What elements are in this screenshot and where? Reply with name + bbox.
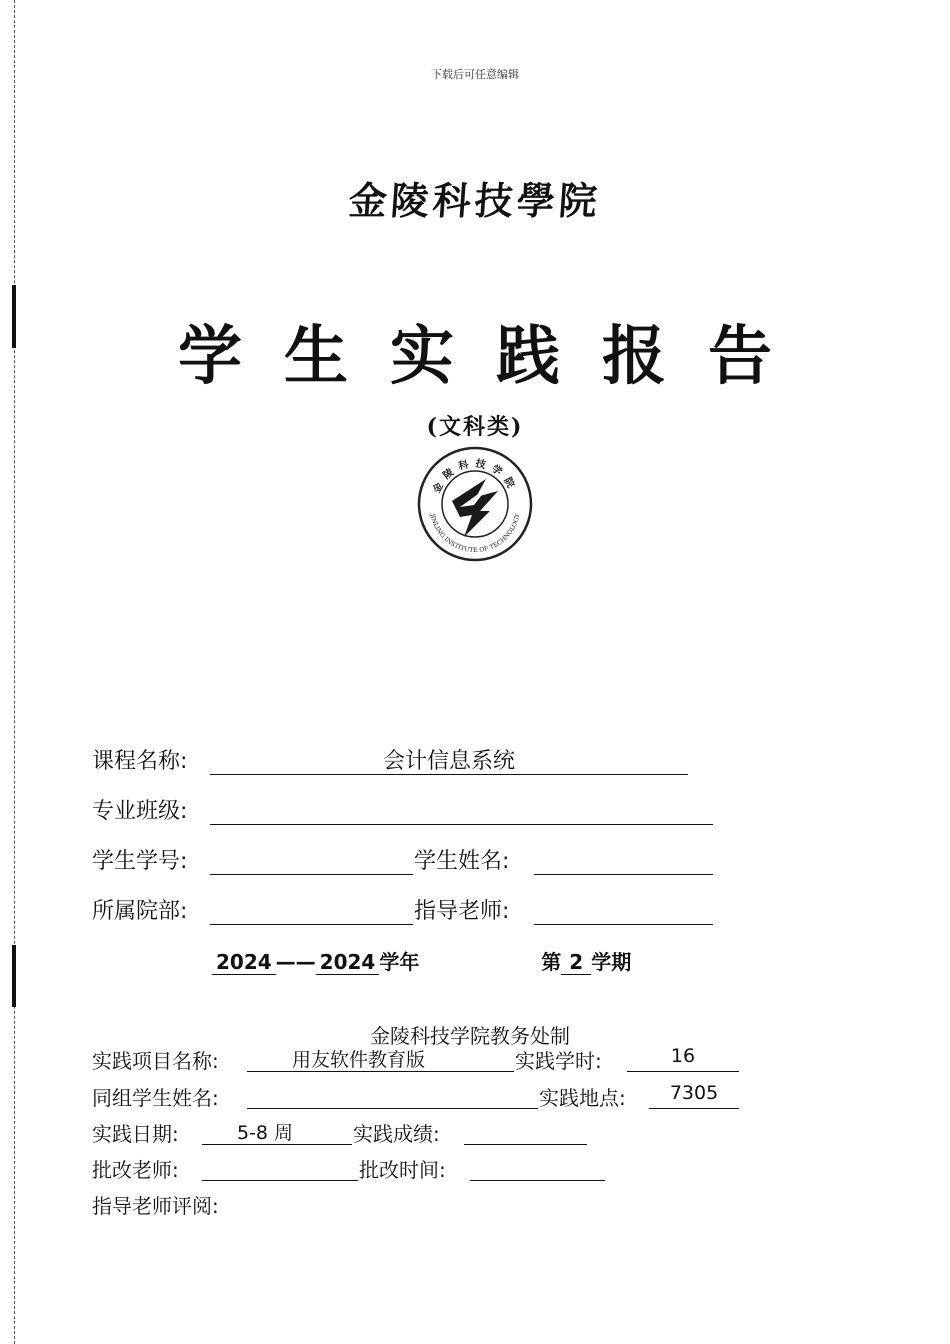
emblem-en-text: JINLING INSTITUTE OF TECHNOLOGY — [428, 513, 522, 555]
student-id-field[interactable] — [210, 844, 413, 875]
location-label: 实践地点: — [539, 1086, 626, 1110]
location-field[interactable]: 7305 — [649, 1082, 739, 1109]
semester-prefix: 第 — [541, 950, 562, 974]
term-row — [212, 946, 631, 975]
issuer-text: 金陵科技学院教务处制 — [370, 1024, 570, 1048]
header-note: 下载后可任意编辑 — [431, 68, 519, 81]
advisor-field[interactable] — [534, 894, 713, 925]
project-name-field[interactable] — [247, 1045, 514, 1072]
semester-number[interactable]: 2 — [561, 950, 591, 975]
hours-field[interactable] — [627, 1045, 739, 1072]
end-year[interactable]: 2024 — [316, 950, 380, 975]
advisor-label: 指导老师: — [414, 899, 510, 924]
year-separator: —— — [275, 950, 316, 974]
course-field[interactable]: 会计信息系统 — [210, 744, 688, 775]
grader-field[interactable] — [202, 1154, 358, 1181]
group-members-label: 同组学生姓名: — [92, 1086, 219, 1110]
semester-suffix: 学期 — [591, 950, 632, 974]
start-year[interactable]: 2024 — [212, 950, 276, 975]
student-id-label: 学生学号: — [92, 849, 188, 874]
report-title: 学生实践报告 — [178, 319, 814, 394]
score-field[interactable] — [464, 1118, 587, 1145]
hours-label: 实践学时: — [515, 1049, 602, 1073]
department-label: 所属院部: — [92, 899, 188, 924]
date-field[interactable] — [202, 1118, 352, 1145]
report-category: (文科类) — [426, 414, 524, 440]
date-label: 实践日期: — [92, 1122, 179, 1146]
course-label: 课程名称: — [92, 749, 188, 774]
binding-mark-bottom — [12, 945, 16, 1007]
group-members-field[interactable] — [247, 1082, 538, 1109]
emblem-cn-text: 金陵科技学院 — [431, 458, 519, 496]
date-value: 5-8 周 — [236, 1122, 294, 1144]
grader-label: 批改老师: — [92, 1158, 179, 1182]
hours-value: 16 — [670, 1045, 696, 1067]
student-name-field[interactable] — [534, 844, 713, 875]
major-class-label: 专业班级: — [92, 799, 188, 824]
major-class-field[interactable] — [210, 794, 713, 825]
grade-time-label: 批改时间: — [359, 1158, 446, 1182]
student-name-label: 学生姓名: — [414, 849, 510, 874]
project-name-label: 实践项目名称: — [92, 1049, 219, 1073]
department-field[interactable] — [210, 894, 413, 925]
project-name-value: 用友软件教育版 — [291, 1049, 425, 1071]
advisor-comment-label: 指导老师评阅: — [92, 1194, 219, 1218]
school-name: 金陵科技學院 — [347, 178, 603, 223]
grade-time-field[interactable] — [470, 1154, 605, 1181]
year-suffix: 学年 — [379, 950, 420, 974]
school-emblem-logo — [416, 445, 534, 563]
score-label: 实践成绩: — [353, 1122, 440, 1146]
